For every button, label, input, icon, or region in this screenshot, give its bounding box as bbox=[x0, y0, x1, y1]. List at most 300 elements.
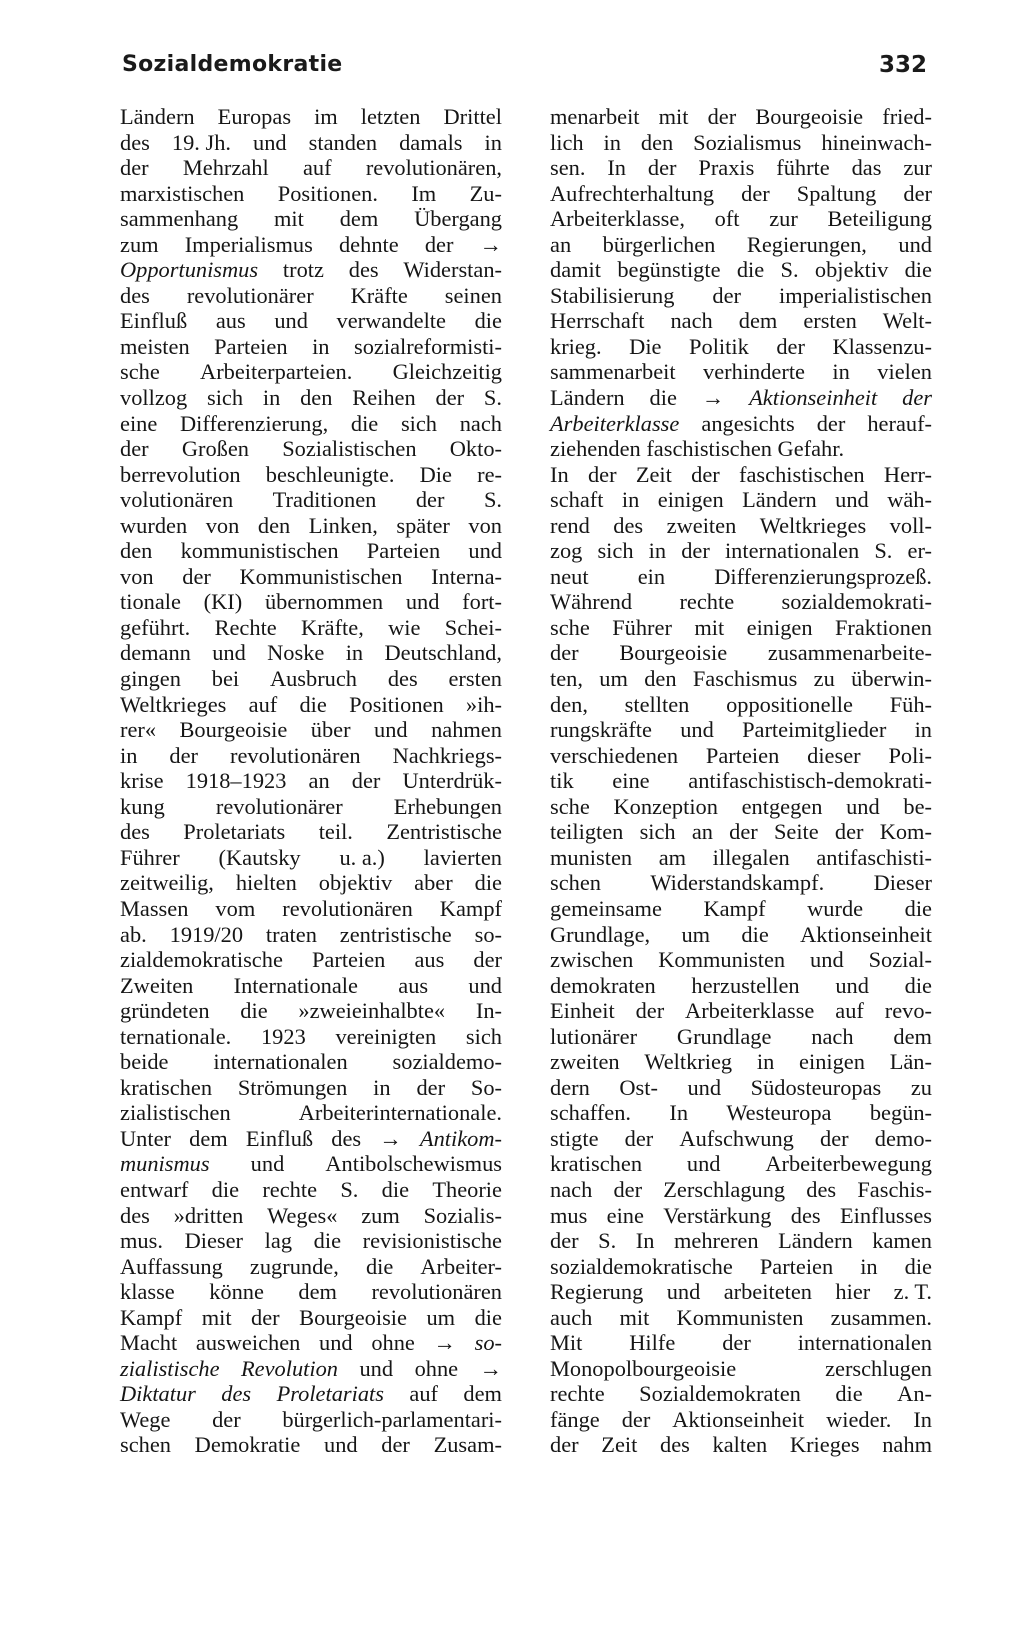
text-word: Einflusses bbox=[839, 1202, 932, 1228]
text-word: antifaschisti- bbox=[816, 844, 932, 870]
text-word: trotz bbox=[282, 257, 324, 283]
text-word: fänge bbox=[550, 1406, 600, 1432]
text-line bbox=[120, 819, 502, 845]
text-word: sen. bbox=[550, 155, 586, 181]
text-word: Weltkrieg bbox=[644, 1049, 733, 1075]
text-word: sammenarbeit bbox=[550, 359, 676, 385]
text-word: eine bbox=[120, 410, 158, 436]
text-word: Diktatur bbox=[120, 1381, 196, 1407]
text-word: Grundlage bbox=[676, 1023, 772, 1049]
text-word: Verstärkung bbox=[663, 1202, 772, 1228]
text-word: bürgerlich-parlamentari- bbox=[282, 1406, 502, 1432]
text-word: des bbox=[387, 666, 418, 692]
text-word: volutionären bbox=[120, 487, 234, 513]
text-word: Traditionen bbox=[272, 487, 377, 513]
text-word: sozialreformisti- bbox=[354, 333, 502, 359]
text-word: aus bbox=[215, 308, 246, 334]
text-word: Parteien bbox=[759, 1253, 834, 1279]
text-line bbox=[120, 334, 502, 360]
text-word: der bbox=[212, 1406, 241, 1432]
text-word: Proletariats bbox=[276, 1381, 384, 1407]
text-line bbox=[120, 487, 502, 513]
text-word: und bbox=[680, 717, 714, 743]
text-word: ausweichen bbox=[195, 1330, 301, 1356]
text-word: ternationale. bbox=[120, 1023, 232, 1049]
text-word: dem bbox=[189, 1125, 228, 1151]
text-word: Parteien bbox=[705, 742, 780, 768]
text-word: oppositionelle bbox=[726, 691, 853, 717]
text-word: Unterdrük- bbox=[402, 768, 502, 794]
text-word: objektiv bbox=[318, 870, 393, 896]
text-word: Parteien bbox=[311, 947, 386, 973]
text-word: Beteiligung bbox=[827, 206, 932, 232]
text-word: und bbox=[405, 589, 440, 615]
text-word: um bbox=[681, 921, 711, 947]
text-word: Linken, bbox=[308, 512, 378, 538]
text-word: Übergang bbox=[414, 206, 502, 232]
text-word: oft bbox=[714, 206, 740, 232]
text-word: und bbox=[274, 308, 308, 334]
text-line bbox=[550, 922, 932, 948]
text-word: menarbeit bbox=[550, 104, 640, 129]
text-word: Kampf bbox=[120, 1304, 183, 1330]
text-line bbox=[550, 257, 932, 283]
text-word: letzten bbox=[360, 104, 421, 129]
text-line bbox=[120, 973, 502, 999]
text-line bbox=[550, 1305, 932, 1331]
text-word: Bourgeoisie bbox=[755, 104, 864, 129]
text-word: am bbox=[658, 844, 687, 870]
text-word: auf bbox=[248, 691, 278, 717]
text-word: Ländern bbox=[120, 104, 195, 129]
text-word: der bbox=[613, 1176, 643, 1202]
text-word: in bbox=[262, 385, 281, 411]
text-line bbox=[550, 1024, 932, 1050]
text-word: von bbox=[468, 512, 502, 538]
text-word: der bbox=[691, 461, 720, 487]
text-line bbox=[550, 947, 932, 973]
text-word: des bbox=[120, 282, 150, 308]
text-word: Differenzierungsprozeß. bbox=[714, 563, 932, 589]
text-line bbox=[550, 692, 932, 718]
text-word: Regierung bbox=[550, 1279, 644, 1305]
text-word: Aktionseinheit bbox=[749, 385, 878, 411]
text-word: Im bbox=[411, 180, 437, 206]
text-word: zialistischen bbox=[120, 1100, 231, 1126]
text-line bbox=[550, 130, 932, 156]
text-word: Weltkrieges bbox=[759, 512, 867, 538]
text-word: Hilfe bbox=[629, 1330, 676, 1356]
text-word: In bbox=[607, 155, 626, 181]
text-word: eine bbox=[612, 768, 650, 794]
text-word: traten bbox=[265, 921, 317, 947]
text-word: sich bbox=[597, 538, 634, 564]
text-word: demo- bbox=[874, 1125, 932, 1151]
text-line bbox=[120, 155, 502, 181]
text-line bbox=[550, 181, 932, 207]
text-word: übernommen bbox=[264, 589, 384, 615]
text-word: Antibolschewismus bbox=[325, 1151, 502, 1177]
text-word: illegalen bbox=[712, 844, 790, 870]
text-word: berrevolution bbox=[120, 461, 241, 487]
text-word: Interna- bbox=[431, 563, 502, 589]
text-word: voll- bbox=[889, 512, 932, 538]
text-word: und bbox=[250, 1151, 285, 1177]
text-word: Sozialdemokraten bbox=[639, 1381, 801, 1407]
text-word: Einheit bbox=[550, 998, 615, 1024]
text-word: und bbox=[359, 1355, 394, 1381]
text-word: der bbox=[435, 385, 465, 411]
text-word: den bbox=[257, 512, 291, 538]
text-word: stigte bbox=[550, 1125, 599, 1151]
text-line bbox=[550, 998, 932, 1024]
text-line bbox=[550, 462, 932, 488]
text-word: Aktionseinheit bbox=[800, 921, 932, 947]
text-word: die bbox=[736, 257, 765, 283]
text-word: Praxis bbox=[698, 155, 755, 181]
text-word: Kommunisten bbox=[658, 947, 786, 973]
text-word: und bbox=[319, 1330, 353, 1356]
text-word: meisten bbox=[120, 333, 190, 359]
text-line bbox=[550, 1177, 932, 1203]
text-word: Differenzierung, bbox=[180, 410, 329, 436]
text-line bbox=[120, 768, 502, 794]
text-word: bei bbox=[211, 666, 240, 692]
text-word: damals bbox=[399, 129, 463, 155]
text-line bbox=[550, 1356, 932, 1382]
text-line bbox=[120, 1203, 502, 1229]
text-word: die bbox=[474, 1304, 502, 1330]
text-line bbox=[550, 564, 932, 590]
text-word: gründeten bbox=[120, 998, 210, 1024]
text-word: ab. bbox=[120, 921, 147, 947]
text-word: Arbeiterklasse, bbox=[550, 206, 685, 232]
text-word: Noske bbox=[267, 640, 325, 666]
text-word: die bbox=[350, 410, 379, 436]
text-word: Zusam- bbox=[433, 1432, 502, 1458]
text-word: So- bbox=[470, 1074, 502, 1100]
text-word: internationalen bbox=[724, 538, 860, 564]
text-line bbox=[550, 1151, 932, 1177]
text-line bbox=[120, 232, 502, 258]
text-word: auch bbox=[550, 1304, 593, 1330]
text-word: der bbox=[621, 1406, 651, 1432]
text-word: neut bbox=[550, 563, 589, 589]
text-word: klasse bbox=[120, 1279, 175, 1305]
text-word: teiligten bbox=[550, 819, 624, 845]
text-word: wäh- bbox=[887, 487, 932, 513]
text-word: beide bbox=[120, 1049, 169, 1075]
text-word: Arbeiter- bbox=[420, 1253, 502, 1279]
text-word: vom bbox=[215, 895, 256, 921]
text-word: die bbox=[299, 691, 327, 717]
text-word: kratischen bbox=[120, 1074, 213, 1100]
text-word: ohne bbox=[371, 1330, 415, 1356]
text-word: rechte bbox=[262, 1176, 318, 1202]
text-word: zweiten bbox=[550, 1049, 620, 1075]
text-word: schen bbox=[550, 870, 601, 896]
text-word: der bbox=[902, 385, 932, 411]
text-line bbox=[550, 411, 932, 437]
text-line bbox=[550, 1228, 932, 1254]
text-word: nach bbox=[670, 308, 713, 334]
text-line bbox=[120, 1100, 502, 1126]
text-line bbox=[550, 870, 932, 896]
text-line bbox=[120, 283, 502, 309]
text-word: nach bbox=[811, 1023, 854, 1049]
text-line bbox=[120, 1407, 502, 1433]
text-word: angesichts bbox=[701, 410, 795, 436]
text-word: in bbox=[120, 742, 138, 768]
text-word: in bbox=[621, 487, 640, 513]
text-word: Parteien bbox=[366, 538, 441, 564]
text-word: Poli- bbox=[888, 742, 932, 768]
text-word: Zerschlagung bbox=[663, 1176, 786, 1202]
text-word: des bbox=[120, 819, 150, 845]
text-line bbox=[550, 359, 932, 385]
text-line bbox=[550, 615, 932, 641]
text-word: mit bbox=[658, 104, 689, 129]
text-word: Positionen. bbox=[277, 180, 378, 206]
text-line bbox=[550, 1381, 932, 1407]
text-word: tionale bbox=[120, 589, 181, 615]
text-line bbox=[550, 845, 932, 871]
text-word: verhinderte bbox=[703, 359, 805, 385]
text-word: rend bbox=[550, 512, 590, 538]
text-word: zur bbox=[769, 206, 798, 232]
text-word: um bbox=[426, 1304, 456, 1330]
text-word: fried- bbox=[882, 104, 932, 129]
text-word: Faschismus bbox=[692, 666, 798, 692]
text-word: der bbox=[550, 640, 579, 666]
text-line bbox=[120, 1254, 502, 1280]
text-word: hielten bbox=[235, 870, 297, 896]
text-word: Fraktionen bbox=[834, 614, 932, 640]
text-line bbox=[550, 1100, 932, 1126]
text-word: eine bbox=[606, 1202, 644, 1228]
text-word: be- bbox=[903, 793, 932, 819]
text-word: aber bbox=[414, 870, 453, 896]
text-word: in bbox=[860, 1253, 878, 1279]
text-word: nach bbox=[459, 410, 502, 436]
text-word: sammenhang bbox=[120, 206, 239, 232]
text-line bbox=[550, 1407, 932, 1433]
text-word: der bbox=[647, 155, 677, 181]
text-word: der bbox=[169, 742, 199, 768]
text-word: Arbeiterparteien. bbox=[200, 359, 353, 385]
text-word: »ih- bbox=[465, 691, 502, 717]
text-line bbox=[550, 1075, 932, 1101]
text-word: an bbox=[691, 819, 713, 845]
text-word: der bbox=[681, 538, 710, 564]
text-word: die bbox=[313, 1228, 342, 1254]
text-word: dem bbox=[893, 1023, 932, 1049]
page-number: 332 bbox=[879, 52, 928, 78]
text-word: hier bbox=[835, 1279, 871, 1305]
text-word: z. T. bbox=[893, 1279, 932, 1305]
text-word: Demokratie bbox=[194, 1432, 301, 1458]
text-word: Kampf bbox=[703, 895, 766, 921]
text-line bbox=[120, 1126, 502, 1152]
text-line bbox=[550, 1330, 932, 1356]
text-word: Nachkriegs- bbox=[392, 742, 502, 768]
text-line bbox=[120, 845, 502, 871]
text-word: ziehenden faschistischen Gefahr. bbox=[550, 436, 845, 462]
text-word: gemeinsame bbox=[550, 895, 662, 921]
text-word: aus bbox=[398, 972, 429, 998]
text-line bbox=[120, 181, 502, 207]
text-word: so- bbox=[474, 1330, 502, 1356]
text-word: Europas bbox=[217, 104, 292, 129]
text-line bbox=[550, 973, 932, 999]
text-word: begün- bbox=[869, 1100, 932, 1126]
text-word: demokraten bbox=[550, 972, 656, 998]
text-word: faschistischen bbox=[739, 461, 865, 487]
text-word: in bbox=[914, 717, 932, 743]
text-word: dehnte bbox=[338, 231, 399, 257]
text-line bbox=[550, 334, 932, 360]
text-word: zialdemokratische bbox=[120, 947, 283, 973]
text-word: und bbox=[810, 947, 844, 973]
text-word: und bbox=[468, 538, 502, 564]
text-word: bürgerlichen bbox=[602, 231, 716, 257]
text-word: das bbox=[851, 155, 882, 181]
text-line bbox=[120, 130, 502, 156]
text-word: vielen bbox=[877, 359, 932, 385]
text-line bbox=[120, 257, 502, 283]
text-word: den bbox=[640, 129, 674, 155]
text-word: an bbox=[550, 231, 572, 257]
text-word: Positionen bbox=[349, 691, 444, 717]
text-word: Die bbox=[629, 333, 662, 359]
text-word: mit bbox=[694, 614, 725, 640]
text-word: Weges« bbox=[267, 1202, 338, 1228]
text-word: und bbox=[686, 1151, 721, 1177]
text-word: demann bbox=[120, 640, 191, 666]
text-word: Sozialis- bbox=[423, 1202, 502, 1228]
text-word: Regierungen, bbox=[746, 231, 867, 257]
text-line bbox=[120, 564, 502, 590]
text-line bbox=[550, 155, 932, 181]
text-word: Stabilisierung bbox=[550, 282, 675, 308]
text-word: dem bbox=[298, 1279, 337, 1305]
text-word: die bbox=[835, 1381, 863, 1407]
text-line bbox=[550, 206, 932, 232]
text-word: des bbox=[331, 1125, 362, 1151]
text-word: und bbox=[666, 1279, 701, 1305]
text-word: Bourgeoisie bbox=[619, 640, 728, 666]
text-word: entgegen bbox=[741, 793, 823, 819]
text-word: lutionärer bbox=[550, 1023, 638, 1049]
text-word: die bbox=[474, 870, 502, 896]
text-word: wurden bbox=[120, 512, 188, 538]
text-word: und bbox=[898, 231, 932, 257]
text-word: Während bbox=[550, 589, 633, 615]
text-line bbox=[120, 436, 502, 462]
text-line bbox=[120, 947, 502, 973]
text-word: Wege bbox=[120, 1406, 171, 1432]
text-word: An- bbox=[897, 1381, 932, 1407]
text-line bbox=[120, 922, 502, 948]
text-word: einigen bbox=[746, 614, 813, 640]
text-line bbox=[120, 385, 502, 411]
text-word: in bbox=[832, 359, 850, 385]
text-column-right bbox=[550, 104, 932, 1458]
text-word: und bbox=[324, 1432, 358, 1458]
text-word: auf bbox=[409, 1381, 438, 1407]
text-line bbox=[120, 359, 502, 385]
text-line bbox=[550, 666, 932, 692]
text-word: von bbox=[205, 512, 240, 538]
text-word: Herrschaft bbox=[550, 308, 645, 334]
text-word: der bbox=[624, 1125, 654, 1151]
text-word: die bbox=[365, 1253, 394, 1279]
text-line bbox=[550, 794, 932, 820]
text-line bbox=[550, 283, 932, 309]
text-word: Reihen bbox=[352, 385, 416, 411]
text-word: Schei- bbox=[444, 614, 502, 640]
text-word: Sozialismus bbox=[693, 129, 802, 155]
text-word: Herr- bbox=[883, 461, 932, 487]
text-word: In bbox=[913, 1406, 932, 1432]
text-word: zweiten bbox=[666, 512, 737, 538]
text-word: → bbox=[479, 1355, 502, 1381]
text-word: Bourgeoisie bbox=[299, 1304, 407, 1330]
text-word: nach bbox=[550, 1176, 593, 1202]
text-word: Ländern bbox=[778, 1228, 853, 1254]
text-word: auf bbox=[835, 998, 864, 1024]
text-line bbox=[550, 743, 932, 769]
text-word: die bbox=[381, 1176, 410, 1202]
text-word: revolutionären bbox=[371, 1279, 502, 1305]
text-word: an bbox=[308, 768, 330, 794]
text-word: Weltkrieges bbox=[120, 691, 227, 717]
text-word: die bbox=[741, 921, 769, 947]
text-word: Antikom- bbox=[419, 1125, 502, 1151]
text-word: der bbox=[120, 436, 149, 462]
text-word: standen bbox=[308, 129, 378, 155]
text-word: kratischen bbox=[550, 1151, 643, 1177]
text-word: Okto- bbox=[449, 436, 502, 462]
text-word: Kommunistischen bbox=[239, 563, 403, 589]
text-word: sich bbox=[206, 385, 244, 411]
text-word: Arbeiterinternationale. bbox=[298, 1100, 502, 1126]
text-word: Kommunisten bbox=[676, 1304, 804, 1330]
text-line bbox=[550, 308, 932, 334]
text-word: der bbox=[550, 1432, 579, 1458]
text-word: revisionistische bbox=[362, 1228, 502, 1254]
text-word: Ost- bbox=[619, 1074, 658, 1100]
text-word: 1923 bbox=[260, 1023, 306, 1049]
text-word: und bbox=[374, 717, 408, 743]
text-line bbox=[120, 513, 502, 539]
text-word: lavierten bbox=[423, 844, 502, 870]
text-word: teil. bbox=[318, 819, 353, 845]
text-word: Sozial- bbox=[868, 947, 932, 973]
text-line bbox=[550, 717, 932, 743]
text-word: im bbox=[314, 104, 338, 129]
text-word: mus bbox=[550, 1202, 588, 1228]
text-word: zugrunde, bbox=[249, 1253, 339, 1279]
text-word: des bbox=[613, 512, 644, 538]
text-word: S. bbox=[340, 1176, 359, 1202]
text-word: revo- bbox=[884, 998, 932, 1024]
text-word: sich bbox=[639, 819, 676, 845]
text-word: Aktionseinheit bbox=[672, 1406, 805, 1432]
text-word: Krieges bbox=[789, 1432, 860, 1458]
text-word: des bbox=[221, 1381, 252, 1407]
text-word: Widerstandskampf. bbox=[650, 870, 825, 896]
